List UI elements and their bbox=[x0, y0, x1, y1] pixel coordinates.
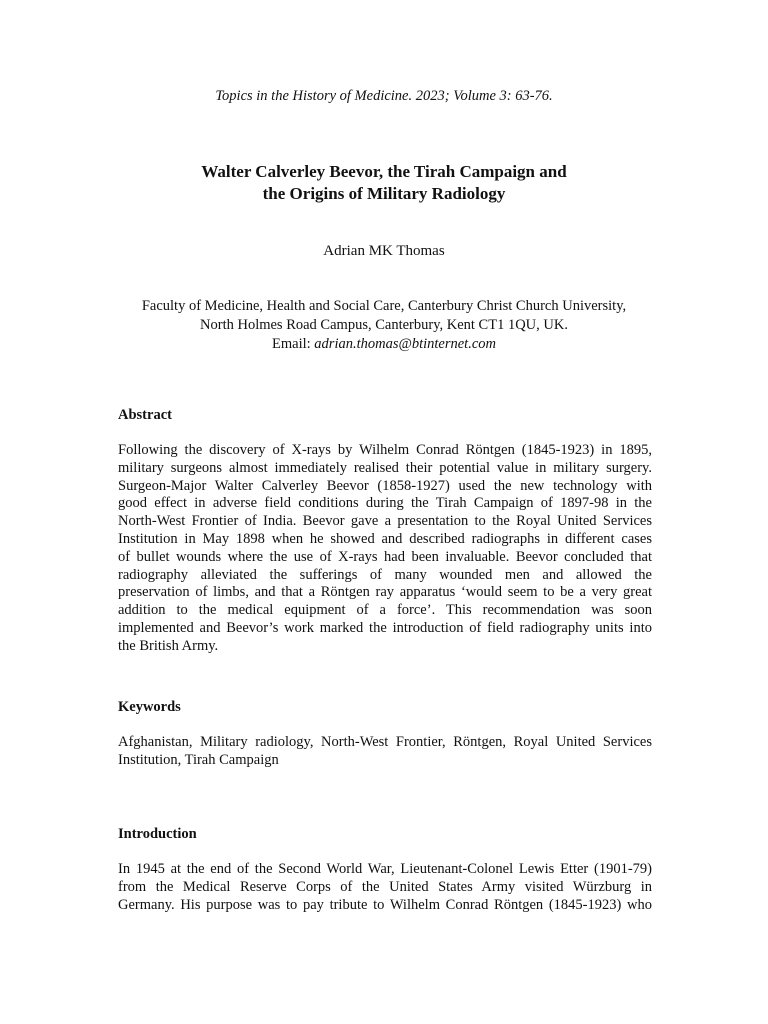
title-line: the Origins of Military Radiology bbox=[262, 184, 506, 203]
abstract-line: military surgeons almost immediately realised their potential value in military surgery. bbox=[118, 459, 652, 476]
abstract-line: radiography alleviated the sufferings of many wounded men and allowed the bbox=[118, 566, 652, 583]
abstract-line: North-West Frontier of India. Beevor gave a presentation to the Royal United Services bbox=[118, 513, 652, 530]
affiliation-block bbox=[0, 297, 768, 354]
keywords-line: Institution, Tirah Campaign bbox=[118, 751, 279, 768]
keywords-line: Afghanistan, Military radiology, North-West Frontier, Röntgen, Royal United Services bbox=[118, 734, 652, 750]
introduction-text bbox=[118, 861, 652, 914]
affiliation-line: North Holmes Road Campus, Canterbury, Kent CT1 1QU, UK. bbox=[200, 317, 568, 333]
abstract-line: Following the discovery of X-rays by Wilhelm Conrad Röntgen (1845-1923) in 1895, bbox=[118, 442, 652, 458]
affiliation-line: Faculty of Medicine, Health and Social Care, Canterbury Christ Church University, bbox=[141, 298, 627, 314]
title-line: Walter Calverley Beevor, the Tirah Campaign and bbox=[201, 162, 567, 181]
abstract-line: preservation of limbs, and that a Röntgen ray apparatus ‘would seem to be a very great bbox=[118, 584, 652, 601]
abstract-line: the British Army. bbox=[118, 637, 219, 654]
abstract-text bbox=[118, 442, 652, 656]
keywords-heading: Keywords bbox=[118, 699, 181, 715]
abstract-line: Institution in May 1898 when he showed and described radiographs in different cases bbox=[118, 530, 652, 547]
introduction-line: from the Medical Reserve Corps of the United States Army visited Würzburg in bbox=[118, 878, 652, 895]
abstract-line: Surgeon-Major Walter Calverley Beevor (1858-1927) used the new technology with bbox=[118, 477, 652, 494]
author-name: Adrian MK Thomas bbox=[323, 243, 445, 259]
introduction-line: In 1945 at the end of the Second World War, Lieutenant-Colonel Lewis Etter (1901-79) bbox=[118, 861, 652, 877]
abstract-line: addition to the medical equipment of a force’. This recommendation was soon bbox=[118, 602, 652, 619]
email-line bbox=[0, 335, 768, 354]
abstract-heading: Abstract bbox=[118, 407, 172, 423]
journal-reference: Topics in the History of Medicine. 2023; Volume 3: 63-76. bbox=[215, 88, 553, 104]
introduction-heading: Introduction bbox=[118, 826, 197, 842]
abstract-line: implemented and Beevor’s work marked the introduction of field radiography units into bbox=[118, 619, 652, 636]
email-label: Email: bbox=[272, 336, 315, 352]
email-address[interactable]: adrian.thomas@btinternet.com bbox=[314, 336, 496, 352]
abstract-line: good effect in adverse field conditions during the Tirah Campaign of 1897-98 in the bbox=[118, 495, 652, 512]
introduction-line: Germany. His purpose was to pay tribute to Wilhelm Conrad Röntgen (1845-1923) who bbox=[118, 896, 652, 913]
paper-title bbox=[0, 161, 768, 205]
abstract-line: of bullet wounds where the use of X-rays had been invaluable. Beevor concluded that bbox=[118, 548, 652, 565]
keywords-text bbox=[118, 734, 652, 770]
